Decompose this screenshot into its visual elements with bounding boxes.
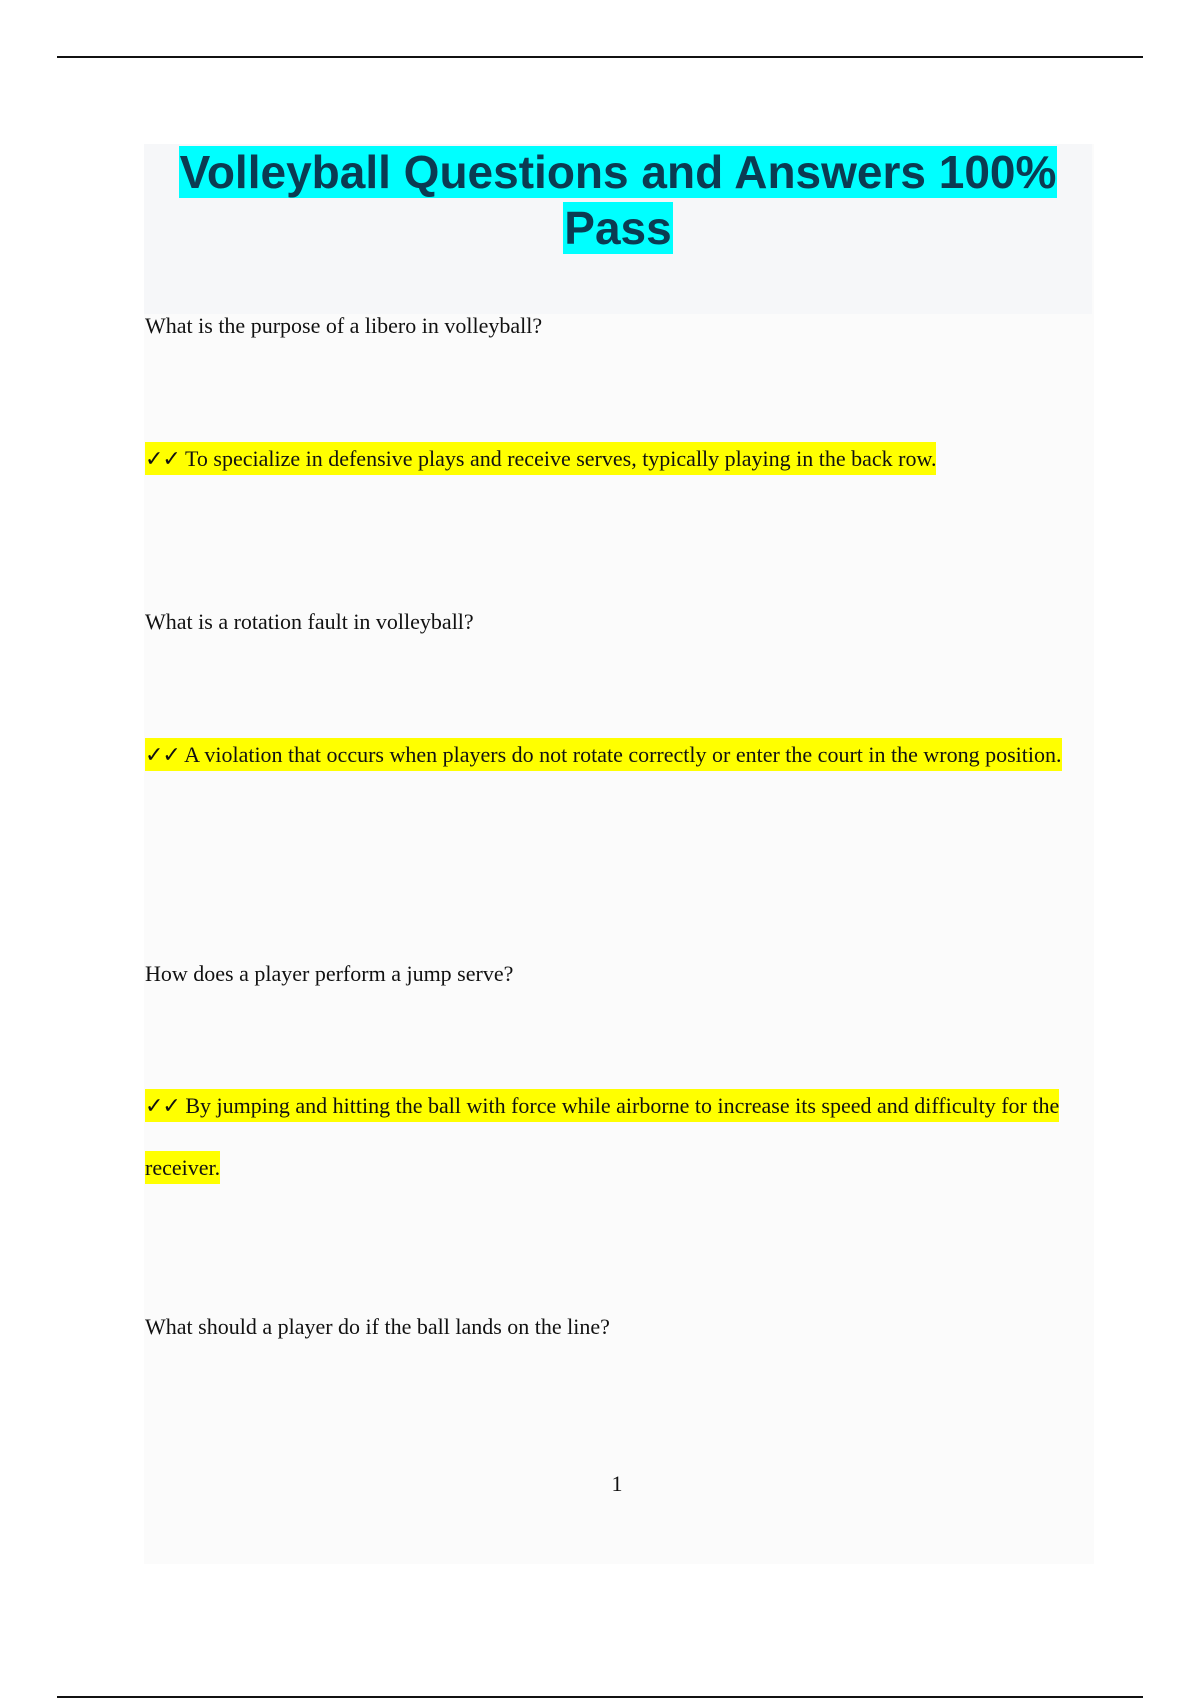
answer-2-text: A violation that occurs when players do not rotate correctly or enter the court in the wrong position.: [184, 742, 1062, 767]
question-2: What is a rotation fault in volleyball?: [145, 609, 474, 634]
document-title-text: Volleyball Questions and Answers 100% Pass: [179, 146, 1057, 254]
answer-3-text: By jumping and hitting the ball with force while airborne to increase its speed and difficulty for the receiver.: [145, 1093, 1060, 1180]
check-mark-icon: ✓✓: [145, 447, 180, 472]
question-1: What is the purpose of a libero in volleyball?: [145, 313, 543, 338]
answer-3-highlight: [145, 1089, 1059, 1184]
answer-2-highlight: [145, 738, 1062, 771]
check-mark-icon: ✓✓: [145, 1094, 180, 1119]
answer-3: [145, 1075, 1085, 1198]
header-rule: [57, 56, 1143, 58]
page-number: 1: [611, 1471, 623, 1496]
question-3: How does a player perform a jump serve?: [145, 961, 514, 986]
page-content-area: [144, 144, 1094, 1564]
answer-2: [145, 724, 1085, 786]
footer-rule: [57, 1696, 1143, 1698]
document-title: [144, 144, 1092, 256]
question-4: What should a player do if the ball lands on the line?: [145, 1314, 610, 1339]
answer-1: [145, 428, 1085, 490]
check-mark-icon: ✓✓: [145, 743, 180, 768]
answer-1-highlight: [145, 442, 936, 475]
answer-1-text: To specialize in defensive plays and receive serves, typically playing in the back row.: [184, 446, 937, 471]
